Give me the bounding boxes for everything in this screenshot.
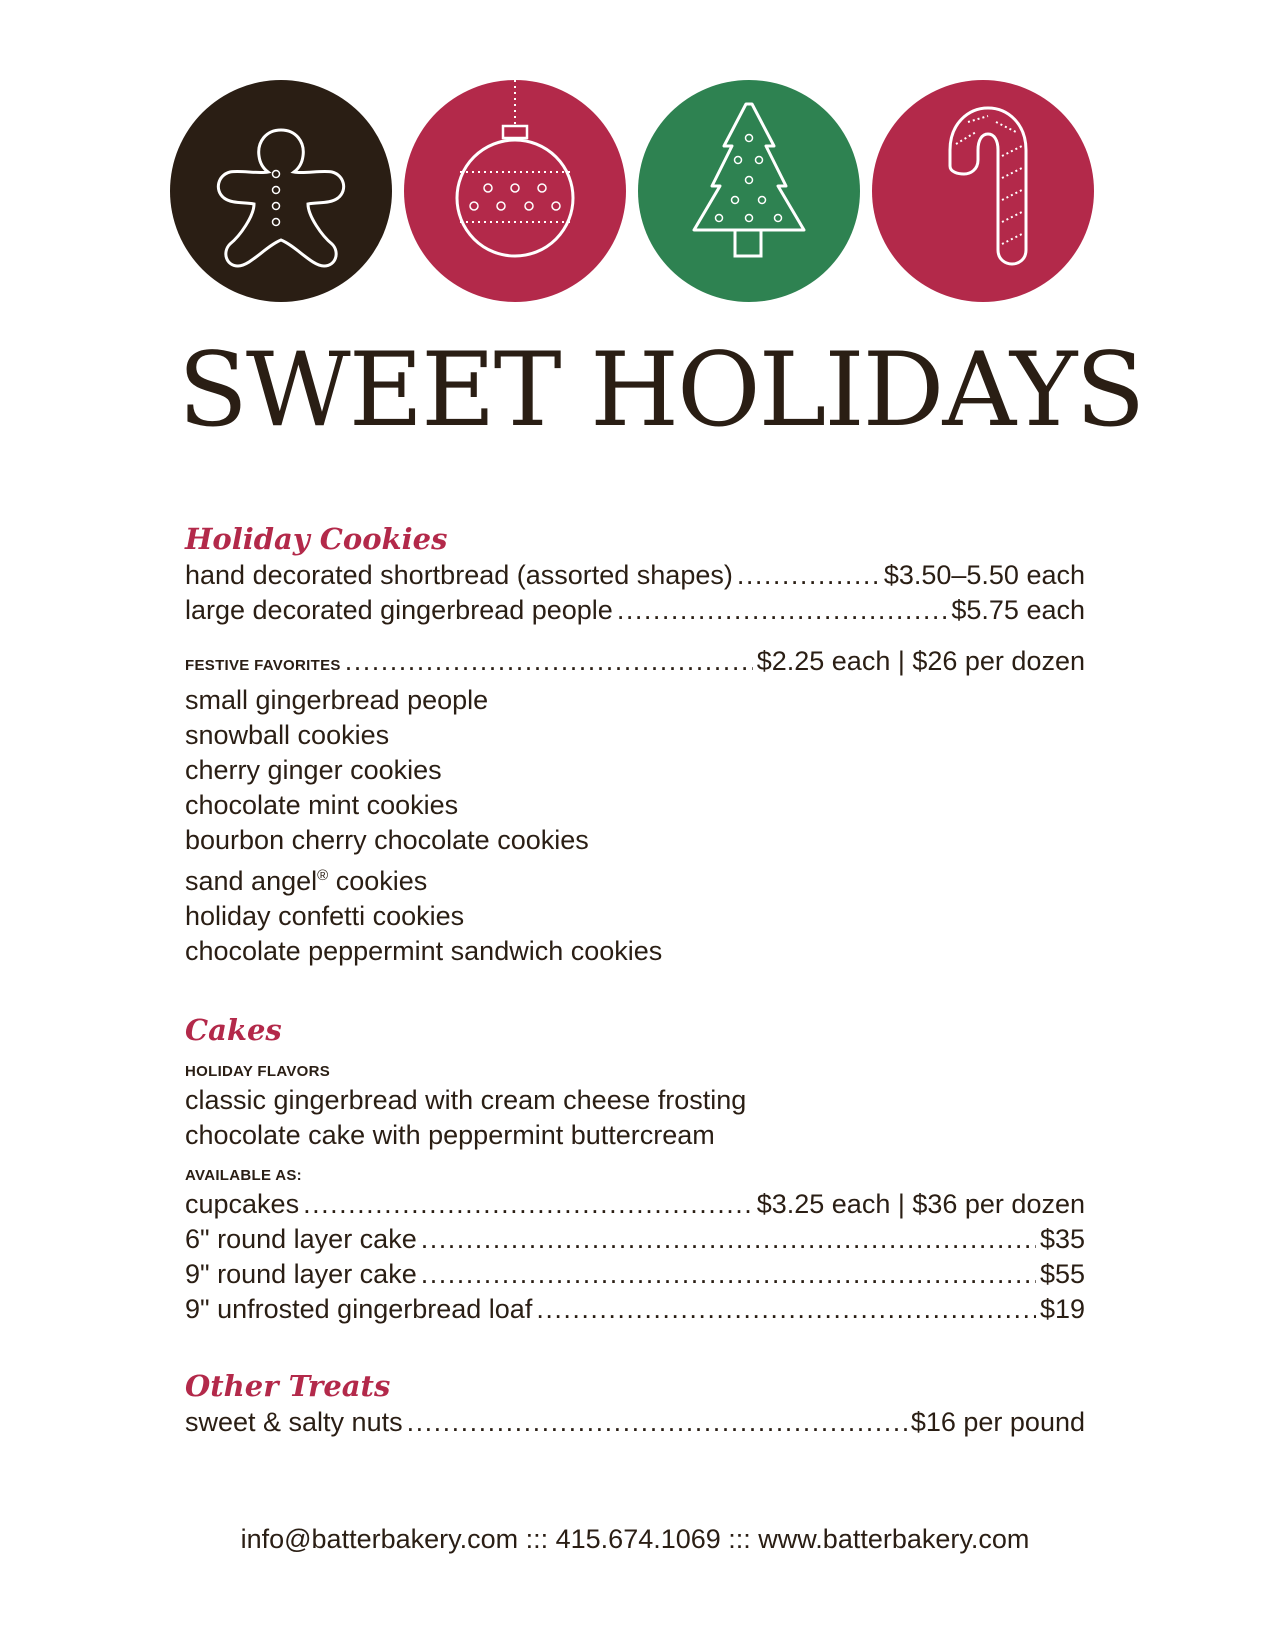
gingerbread-man-icon	[170, 80, 392, 302]
christmas-tree-icon	[638, 80, 860, 302]
list-item: cherry ginger cookies	[185, 755, 442, 785]
menu-item: 9" unfrosted gingerbread loaf . . . $19	[185, 1292, 1085, 1327]
section-heading-cakes: Cakes	[185, 1013, 282, 1047]
section-heading-cookies: Holiday Cookies	[185, 522, 448, 556]
festive-favorites-row: FESTIVE FAVORITES . . . $2.25 each | $26 per dozen	[185, 644, 1085, 683]
list-item: chocolate mint cookies	[185, 790, 459, 820]
page-title: SWEET HOLIDAYS	[178, 331, 1144, 450]
menu-item: large decorated gingerbread people . . . $5.75 each	[185, 593, 1085, 628]
list-item: chocolate peppermint sandwich cookies	[185, 936, 663, 966]
menu-item: 9" round layer cake . . . $55	[185, 1257, 1085, 1292]
list-item: chocolate cake with peppermint buttercream	[185, 1120, 715, 1150]
menu-item: cupcakes . . . $3.25 each | $36 per dozen	[185, 1187, 1085, 1222]
holiday-icons-row	[170, 80, 1090, 310]
list-item: small gingerbread people	[185, 685, 489, 715]
menu-item: 6" round layer cake . . . $35	[185, 1222, 1085, 1257]
list-item: classic gingerbread with cream cheese frosting	[185, 1085, 747, 1115]
candy-cane-icon	[872, 80, 1094, 302]
list-item: holiday confetti cookies	[185, 901, 465, 931]
holiday-flavors-label: HOLIDAY FLAVORS	[185, 1063, 331, 1080]
ornament-icon	[404, 80, 626, 302]
list-item: sand angel® cookies	[185, 866, 428, 896]
contact-footer: info@batterbakery.com ::: 415.674.1069 ::: www.batterbakery.com	[240, 1524, 1030, 1554]
list-item: snowball cookies	[185, 720, 390, 750]
list-item: bourbon cherry chocolate cookies	[185, 825, 589, 855]
available-as-label: AVAILABLE AS:	[185, 1167, 302, 1184]
menu	[185, 520, 1085, 1440]
section-heading-other-treats: Other Treats	[185, 1369, 391, 1403]
menu-item: hand decorated shortbread (assorted shapes) . . . $3.50–5.50 each	[185, 558, 1085, 593]
registered-mark: ®	[317, 867, 329, 884]
menu-item: sweet & salty nuts . . . $16 per pound	[185, 1405, 1085, 1440]
